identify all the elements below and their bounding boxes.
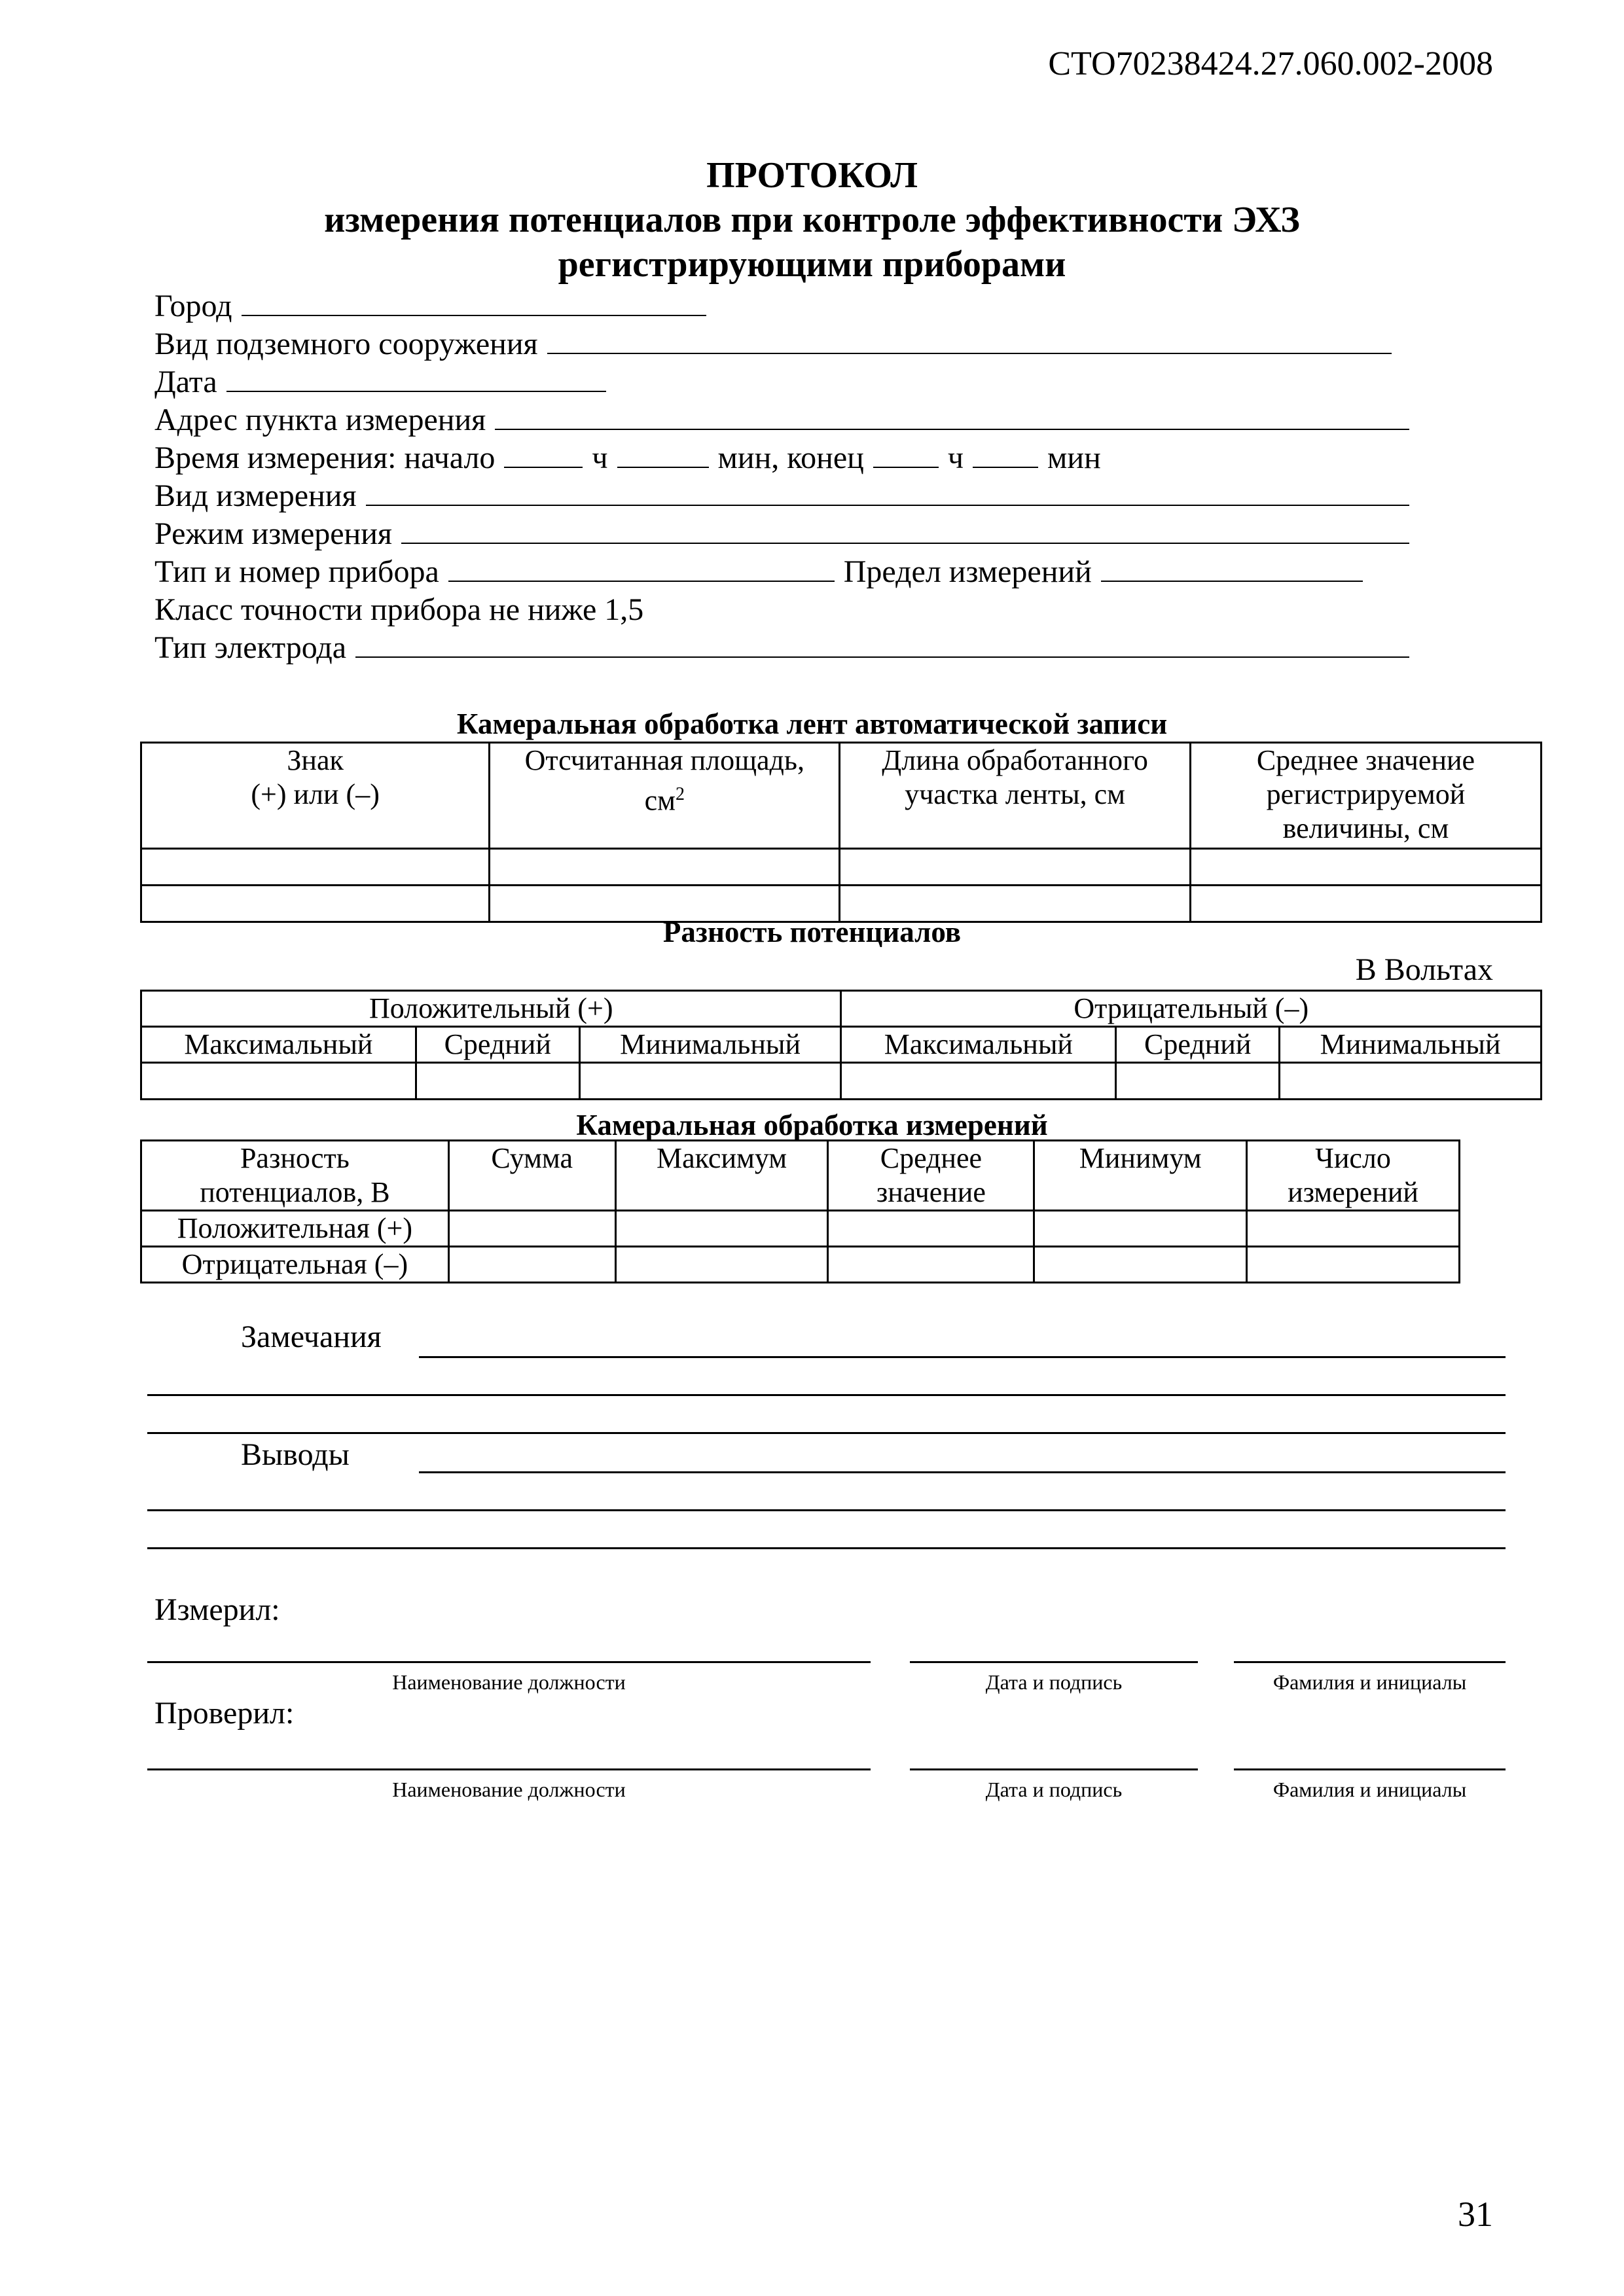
date-input-line[interactable] (226, 365, 606, 392)
accuracy-label: Класс точности прибора не ниже 1,5 (154, 592, 644, 627)
positive-header: Положительный (+) (141, 991, 841, 1027)
avg-header: Среднее значение (828, 1141, 1034, 1211)
neg-min-header: Минимальный (1280, 1027, 1542, 1063)
electrode-field[interactable] (154, 630, 1409, 666)
time-label: Время измерения: начало (154, 440, 496, 475)
structure-input-line[interactable] (547, 327, 1392, 354)
measured-position-line[interactable] (147, 1661, 871, 1663)
remarks-line-1[interactable] (419, 1356, 1506, 1358)
address-input-line[interactable] (495, 403, 1409, 430)
negative-row-label: Отрицательная (–) (141, 1247, 449, 1283)
checked-name-line[interactable] (1234, 1768, 1506, 1770)
limit-label: Предел измерений (843, 554, 1092, 589)
measured-label: Измерил: (154, 1592, 280, 1627)
potential-difference-table (140, 990, 1542, 1100)
sum-header: Сумма (448, 1141, 615, 1211)
table-row[interactable] (141, 1247, 1460, 1283)
table-row[interactable] (141, 1211, 1460, 1247)
remarks-line-2[interactable] (147, 1394, 1506, 1396)
measured-name-caption: Фамилия и инициалы (1272, 1670, 1467, 1694)
city-input-line[interactable] (242, 289, 706, 316)
neg-avg-header: Средний (1116, 1027, 1280, 1063)
measured-date-line[interactable] (910, 1661, 1198, 1663)
page-number: 31 (1458, 2195, 1493, 2234)
checked-name-caption: Фамилия и инициалы (1272, 1778, 1467, 1801)
unit-label: В Вольтах (1355, 952, 1493, 987)
pos-min-header: Минимальный (579, 1027, 841, 1063)
checked-date-line[interactable] (910, 1768, 1198, 1770)
measured-name-line[interactable] (1234, 1661, 1506, 1663)
end-hour-line[interactable] (873, 440, 939, 468)
document-number: СТО70238424.27.060.002-2008 (1048, 45, 1493, 82)
mode-input-line[interactable] (401, 516, 1409, 544)
measurement-processing-table (140, 1139, 1460, 1283)
electrode-input-line[interactable] (355, 630, 1409, 658)
measured-position-caption: Наименование должности (392, 1670, 626, 1694)
accuracy-field (154, 592, 1409, 628)
sign-header: Знак (+) или (–) (141, 743, 490, 849)
table2-caption: Разность потенциалов (662, 916, 962, 948)
count-header: Число измерений (1247, 1141, 1460, 1211)
protocol-subtitle-2: регистрирующими приборами (558, 244, 1066, 285)
pos-max-header: Максимальный (141, 1027, 416, 1063)
remarks-label: Замечания (241, 1319, 382, 1354)
measure-type-input-line[interactable] (366, 478, 1409, 506)
mode-label: Режим измерения (154, 516, 392, 551)
device-label: Тип и номер прибора (154, 554, 439, 589)
table-row[interactable] (141, 849, 1542, 886)
diff-header: Разность потенциалов, В (141, 1141, 449, 1211)
protocol-subtitle-1: измерения потенциалов при контроле эффективности ЭХЗ (324, 200, 1300, 240)
length-header: Длина обработанного участка ленты, см (840, 743, 1191, 849)
start-min-line[interactable] (617, 440, 709, 468)
negative-header: Отрицательный (–) (841, 991, 1542, 1027)
min-end-label: мин, конец (717, 440, 864, 475)
checked-position-line[interactable] (147, 1768, 871, 1770)
pos-avg-header: Средний (416, 1027, 579, 1063)
electrode-label: Тип электрода (154, 630, 347, 665)
structure-label: Вид подземного сооружения (154, 327, 538, 361)
tape-processing-table (140, 742, 1542, 923)
hour-label: ч (592, 440, 608, 475)
structure-field[interactable] (154, 326, 1409, 362)
measured-date-caption: Дата и подпись (985, 1670, 1123, 1694)
start-hour-line[interactable] (504, 440, 583, 468)
checked-label: Проверил: (154, 1696, 295, 1731)
measure-type-field[interactable] (154, 478, 1409, 514)
device-input-line[interactable] (448, 554, 835, 582)
conclusions-label: Выводы (241, 1437, 350, 1472)
hour-label-2: ч (947, 440, 964, 475)
measure-type-label: Вид измерения (154, 478, 357, 513)
date-field[interactable] (154, 364, 1409, 400)
remarks-line-3[interactable] (147, 1432, 1506, 1434)
conclusions-line-1[interactable] (419, 1471, 1506, 1473)
conclusions-line-3[interactable] (147, 1547, 1506, 1549)
min-header: Минимум (1034, 1141, 1247, 1211)
table1-caption: Камеральная обработка лент автоматической записи (456, 708, 1168, 740)
date-label: Дата (154, 365, 217, 399)
table-row[interactable] (141, 1063, 1542, 1100)
city-field[interactable] (154, 288, 1409, 324)
city-label: Город (154, 289, 232, 323)
max-header: Максимум (615, 1141, 828, 1211)
min-label: мин (1047, 440, 1101, 475)
area-header: Отсчитанная площадь, $см^2$ (490, 743, 840, 849)
mean-header: Среднее значение регистрируемой величины, см (1190, 743, 1541, 849)
checked-position-caption: Наименование должности (392, 1778, 626, 1801)
conclusions-line-2[interactable] (147, 1509, 1506, 1511)
mode-field[interactable] (154, 516, 1409, 552)
positive-row-label: Положительная (+) (141, 1211, 449, 1247)
neg-max-header: Максимальный (841, 1027, 1116, 1063)
address-field[interactable] (154, 402, 1409, 438)
device-field[interactable] (154, 554, 1409, 590)
limit-input-line[interactable] (1101, 554, 1363, 582)
time-field[interactable] (154, 440, 1409, 476)
protocol-title: ПРОТОКОЛ (706, 155, 918, 196)
end-min-line[interactable] (973, 440, 1038, 468)
checked-date-caption: Дата и подпись (985, 1778, 1123, 1801)
address-label: Адрес пункта измерения (154, 403, 486, 437)
table3-caption: Камеральная обработка измерений (576, 1109, 1048, 1141)
